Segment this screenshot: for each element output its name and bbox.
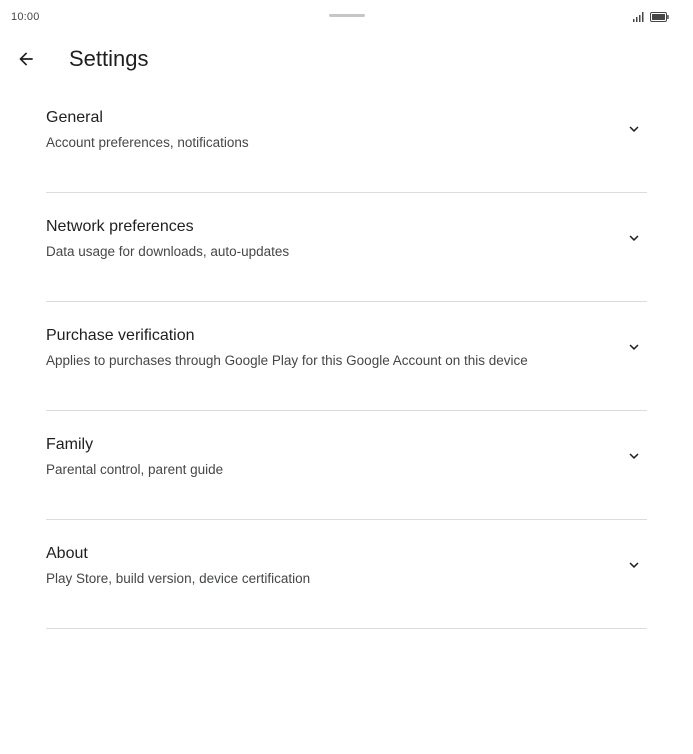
settings-list <box>0 84 693 629</box>
section-purchase-verification[interactable] <box>0 302 693 411</box>
battery-icon <box>650 12 669 22</box>
section-family[interactable] <box>0 411 693 520</box>
app-bar <box>0 34 693 84</box>
drag-handle[interactable] <box>329 14 365 17</box>
signal-icon <box>633 12 644 22</box>
section-subtitle: Play Store, build version, device certification <box>46 571 311 586</box>
section-title: Network preferences <box>46 218 194 235</box>
divider <box>46 628 647 629</box>
chevron-down-icon[interactable] <box>623 227 645 249</box>
section-about[interactable] <box>0 520 693 629</box>
status-time: 10:00 <box>11 11 40 23</box>
status-bar <box>0 0 693 34</box>
section-subtitle: Applies to purchases through Google Play for this Google Account on this device <box>46 353 528 368</box>
section-title: General <box>46 109 103 126</box>
section-title: About <box>46 545 88 562</box>
chevron-down-icon[interactable] <box>623 118 645 140</box>
chevron-down-icon[interactable] <box>623 554 645 576</box>
chevron-down-icon[interactable] <box>623 445 645 467</box>
section-title: Purchase verification <box>46 327 195 344</box>
chevron-down-icon[interactable] <box>623 336 645 358</box>
back-button[interactable] <box>12 45 40 73</box>
page-title: Settings <box>69 46 149 71</box>
section-general[interactable] <box>0 84 693 193</box>
section-title: Family <box>46 436 94 453</box>
section-subtitle: Parental control, parent guide <box>46 462 224 477</box>
arrow-back-icon <box>16 49 36 69</box>
section-subtitle: Account preferences, notifications <box>46 135 249 150</box>
section-subtitle: Data usage for downloads, auto-updates <box>46 244 290 259</box>
section-network-preferences[interactable] <box>0 193 693 302</box>
